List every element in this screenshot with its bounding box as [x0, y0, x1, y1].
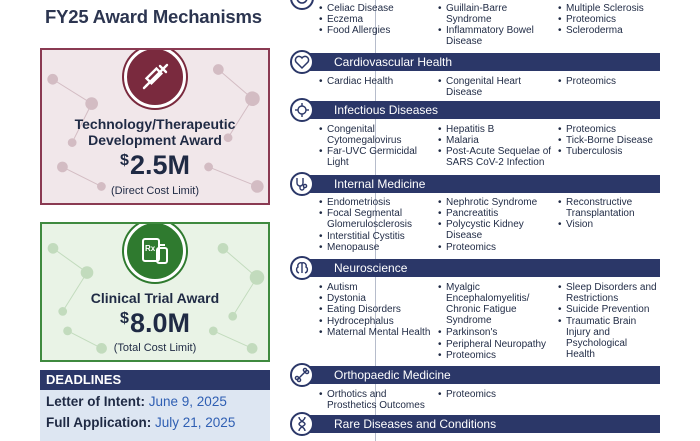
list-item: • Food Allergies: [319, 25, 434, 36]
tech-award-limit: (Direct Cost Limit): [110, 185, 199, 197]
section-internal-medicine: Internal Medicine: [300, 175, 660, 193]
list-item: • Hydrocephalus: [319, 316, 434, 327]
immune-icon: [290, 0, 314, 10]
syringe-icon: [124, 48, 186, 108]
list-item: • Nephrotic Syndrome: [438, 197, 553, 208]
section-infectious-diseases: Infectious Diseases: [300, 101, 660, 119]
virus-icon: [290, 98, 314, 122]
clinical-award-amount: $8.0M: [120, 308, 190, 338]
list-item: • Celiac Disease: [319, 3, 434, 14]
award-mechanisms-panel: [0, 0, 280, 441]
list-item: • Proteomics: [558, 14, 658, 25]
mechanisms-title: FY25 Award Mechanisms: [45, 6, 262, 27]
list-item: • Myalgic Encephalomyelitis/ Chronic Fatigue Syndrome: [438, 282, 553, 326]
loi-deadline: Letter of Intent: June 9, 2025: [46, 394, 227, 409]
list-item: • Orthotics and Prosthetics Outcomes: [319, 389, 434, 411]
prescription-icon: [124, 222, 186, 282]
deadlines-box: [40, 390, 270, 441]
list-item: • Reconstructive Transplantation: [558, 197, 658, 219]
list-item: • Interstitial Cystitis: [319, 231, 434, 242]
list-item: • Parkinson's: [438, 327, 553, 338]
section-cardiovascular-health: Cardiovascular Health: [300, 53, 660, 71]
list-item: • Congenital Heart Disease: [438, 76, 553, 98]
heart-icon: [290, 50, 314, 74]
deadlines-heading: DEADLINES: [40, 370, 270, 390]
section-rare-diseases: Rare Diseases and Conditions: [300, 415, 660, 433]
list-item: • Malaria: [438, 135, 553, 146]
list-item: • Endometriosis: [319, 197, 434, 208]
list-item: • Focal Segmental Glomerulosclerosis: [319, 208, 434, 230]
stethoscope-icon: [290, 172, 314, 196]
list-item: • Proteomics: [438, 389, 553, 400]
dna-icon: [290, 412, 314, 436]
list-item: • Multiple Sclerosis: [558, 3, 658, 14]
list-item: • Suicide Prevention: [558, 304, 658, 315]
clinical-award-card: [40, 222, 270, 362]
clinical-award-limit: (Total Cost Limit): [113, 342, 197, 354]
list-item: • Proteomics: [438, 350, 553, 361]
tech-award-name: Technology/Therapeutic Development Award: [74, 116, 236, 148]
full-app-deadline: Full Application: July 21, 2025: [46, 415, 236, 430]
list-item: • Proteomics: [438, 242, 553, 253]
brain-icon: [290, 256, 314, 280]
list-item: • Traumatic Brain Injury and Psychological Health: [558, 316, 658, 360]
list-item: • Far-UVC Germicidal Light: [319, 146, 434, 168]
list-item: • Eczema: [319, 14, 434, 25]
list-item: • Guillain-Barre Syndrome: [438, 3, 553, 25]
list-item: • Vision: [558, 219, 658, 230]
list-item: • Menopause: [319, 242, 434, 253]
list-item: • Tick-Borne Disease: [558, 135, 658, 146]
list-item: • Cardiac Health: [319, 76, 434, 87]
list-item: • Sleep Disorders and Restrictions: [558, 282, 658, 304]
list-item: • Eating Disorders: [319, 304, 434, 315]
tech-award-amount: $2.5M: [120, 150, 190, 180]
list-item: • Dystonia: [319, 293, 434, 304]
list-item: • Peripheral Neuropathy: [438, 339, 553, 350]
bone-icon: [290, 363, 314, 387]
list-item: • Hepatitis B: [438, 124, 553, 135]
section-orthopaedic-medicine: Orthopaedic Medicine: [300, 366, 660, 384]
list-item: • Autism: [319, 282, 434, 293]
list-item: • Proteomics: [558, 76, 658, 87]
svg-text:Rx: Rx: [145, 244, 156, 253]
section-neuroscience: Neuroscience: [300, 259, 660, 277]
list-item: • Scleroderma: [558, 25, 658, 36]
list-item: • Polycystic Kidney Disease: [438, 219, 553, 241]
tech-award-card: [40, 48, 270, 205]
list-item: • Tuberculosis: [558, 146, 658, 157]
list-item: • Maternal Mental Health: [319, 327, 434, 338]
focus-areas-panel: [290, 0, 660, 441]
list-item: • Congenital Cytomegalovirus: [319, 124, 434, 146]
list-item: • Pancreatitis: [438, 208, 553, 219]
list-item: • Post-Acute Sequelae of SARS CoV-2 Infection: [438, 146, 553, 168]
clinical-award-name: Clinical Trial Award: [90, 290, 220, 306]
list-item: • Inflammatory Bowel Disease: [438, 25, 553, 47]
list-item: • Proteomics: [558, 124, 658, 135]
